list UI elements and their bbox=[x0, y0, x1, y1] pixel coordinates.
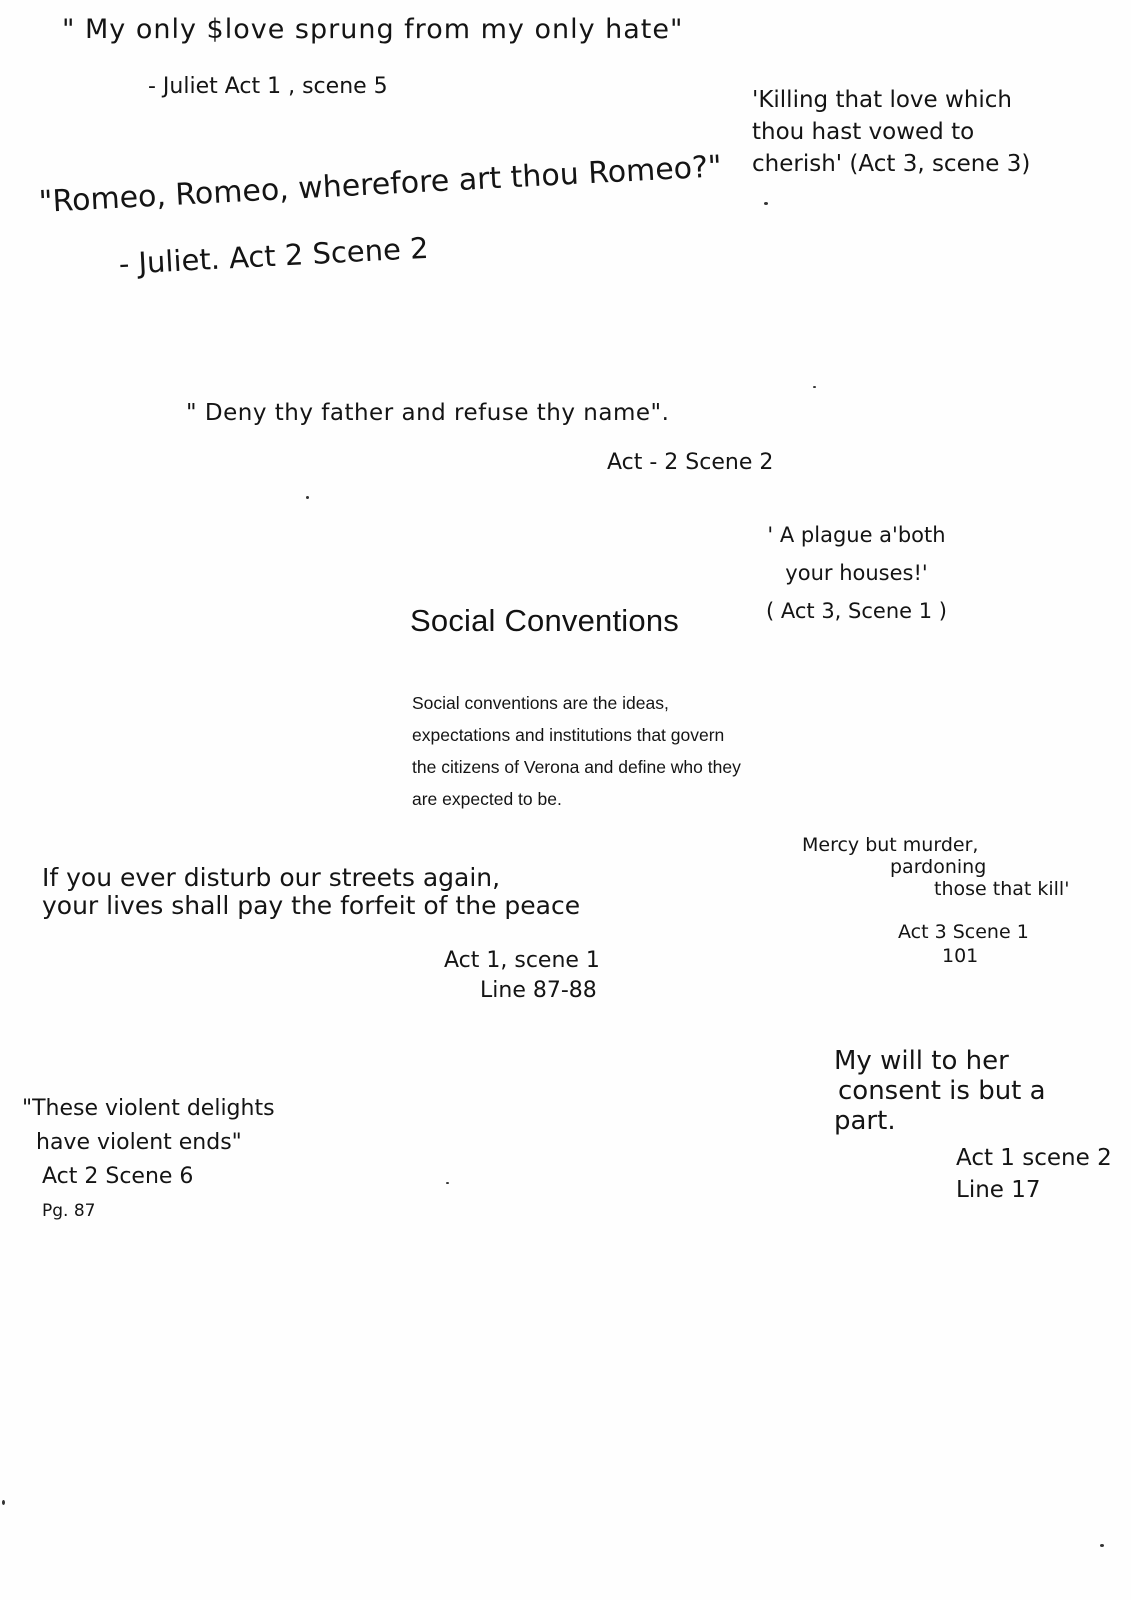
quote-deny-thy-father-citation bbox=[607, 450, 773, 475]
quote-citation-line-2: Line 87-88 bbox=[480, 978, 597, 1003]
quote-text-line-2: your houses!' bbox=[785, 561, 928, 585]
quote-text-line-1: If you ever disturb our streets again, bbox=[42, 863, 501, 892]
quote-citation-line-1: Act 1, scene 1 bbox=[444, 948, 600, 973]
scan-speck bbox=[2, 1500, 5, 1505]
page-title: Social Conventions bbox=[410, 603, 679, 638]
scan-speck bbox=[764, 202, 768, 205]
quote-text-line-2: your lives shall pay the forfeit of the peace bbox=[42, 891, 581, 920]
quote-text: "Romeo, Romeo, wherefore art thou Romeo?" bbox=[37, 149, 723, 220]
quote-text-line-3: part. bbox=[834, 1106, 896, 1136]
quote-disturb-our-streets bbox=[42, 864, 580, 920]
quote-a-plague bbox=[766, 516, 947, 630]
scan-speck bbox=[1100, 1544, 1104, 1547]
quote-juliet-only-love-citation bbox=[148, 74, 388, 99]
quote-citation: - Juliet. Act 2 Scene 2 bbox=[117, 230, 430, 281]
quote-killing-that-love bbox=[752, 84, 1030, 180]
scan-speck bbox=[446, 1182, 449, 1184]
quote-text: " Deny thy father and refuse thy name". bbox=[186, 400, 670, 426]
quote-text: " My only $love sprung from my only hate" bbox=[62, 14, 684, 45]
quote-violent-delights bbox=[22, 1092, 275, 1228]
quote-text-line-2: thou hast vowed to bbox=[752, 119, 975, 145]
quote-romeo-wherefore-citation bbox=[118, 232, 429, 282]
scan-speck bbox=[306, 496, 309, 499]
quote-citation-line-1: Act 3 Scene 1 bbox=[898, 921, 1029, 943]
quote-disturb-our-streets-citation bbox=[444, 946, 600, 1006]
quote-text-line-2: pardoning bbox=[890, 856, 987, 878]
quote-deny-thy-father bbox=[186, 400, 669, 426]
quote-text-line-1: ' A plague a'both bbox=[767, 523, 946, 547]
quote-citation-line-1: Act 2 Scene 6 bbox=[42, 1164, 194, 1189]
quote-text-line-2: have violent ends" bbox=[36, 1130, 242, 1155]
quote-citation-line-2: Line 17 bbox=[956, 1177, 1041, 1203]
quote-citation: ( Act 3, Scene 1 ) bbox=[766, 599, 947, 623]
quote-citation-line-1: Act 1 scene 2 bbox=[956, 1145, 1112, 1171]
quote-my-will-to-her bbox=[834, 1046, 1046, 1136]
quote-text-line-1: My will to her bbox=[834, 1046, 1009, 1076]
quote-mercy-but-murder bbox=[802, 834, 1069, 900]
quote-text-line-3: those that kill' bbox=[934, 878, 1070, 900]
quote-text-line-1: Mercy but murder, bbox=[802, 834, 979, 856]
quote-citation: - Juliet Act 1 , scene 5 bbox=[148, 74, 388, 99]
quote-mercy-but-murder-citation bbox=[898, 920, 1029, 968]
quote-citation: Act - 2 Scene 2 bbox=[607, 450, 774, 475]
quote-citation-line-2: Pg. 87 bbox=[42, 1201, 96, 1221]
quote-text-line-1: 'Killing that love which bbox=[752, 87, 1013, 113]
quote-citation-line-2: 101 bbox=[942, 945, 979, 967]
scan-speck bbox=[813, 386, 816, 388]
quote-my-will-to-her-citation bbox=[956, 1142, 1112, 1206]
quote-citation: cherish' (Act 3, scene 3) bbox=[752, 151, 1031, 177]
quote-romeo-wherefore bbox=[38, 150, 723, 220]
quote-text-line-2: consent is but a bbox=[838, 1076, 1046, 1106]
body-text: Social conventions are the ideas, expectations and institutions that govern the citizens of Verona and define who they are expected to be. bbox=[412, 693, 741, 809]
quote-text-line-1: "These violent delights bbox=[22, 1096, 275, 1121]
quote-juliet-only-love bbox=[62, 14, 683, 45]
